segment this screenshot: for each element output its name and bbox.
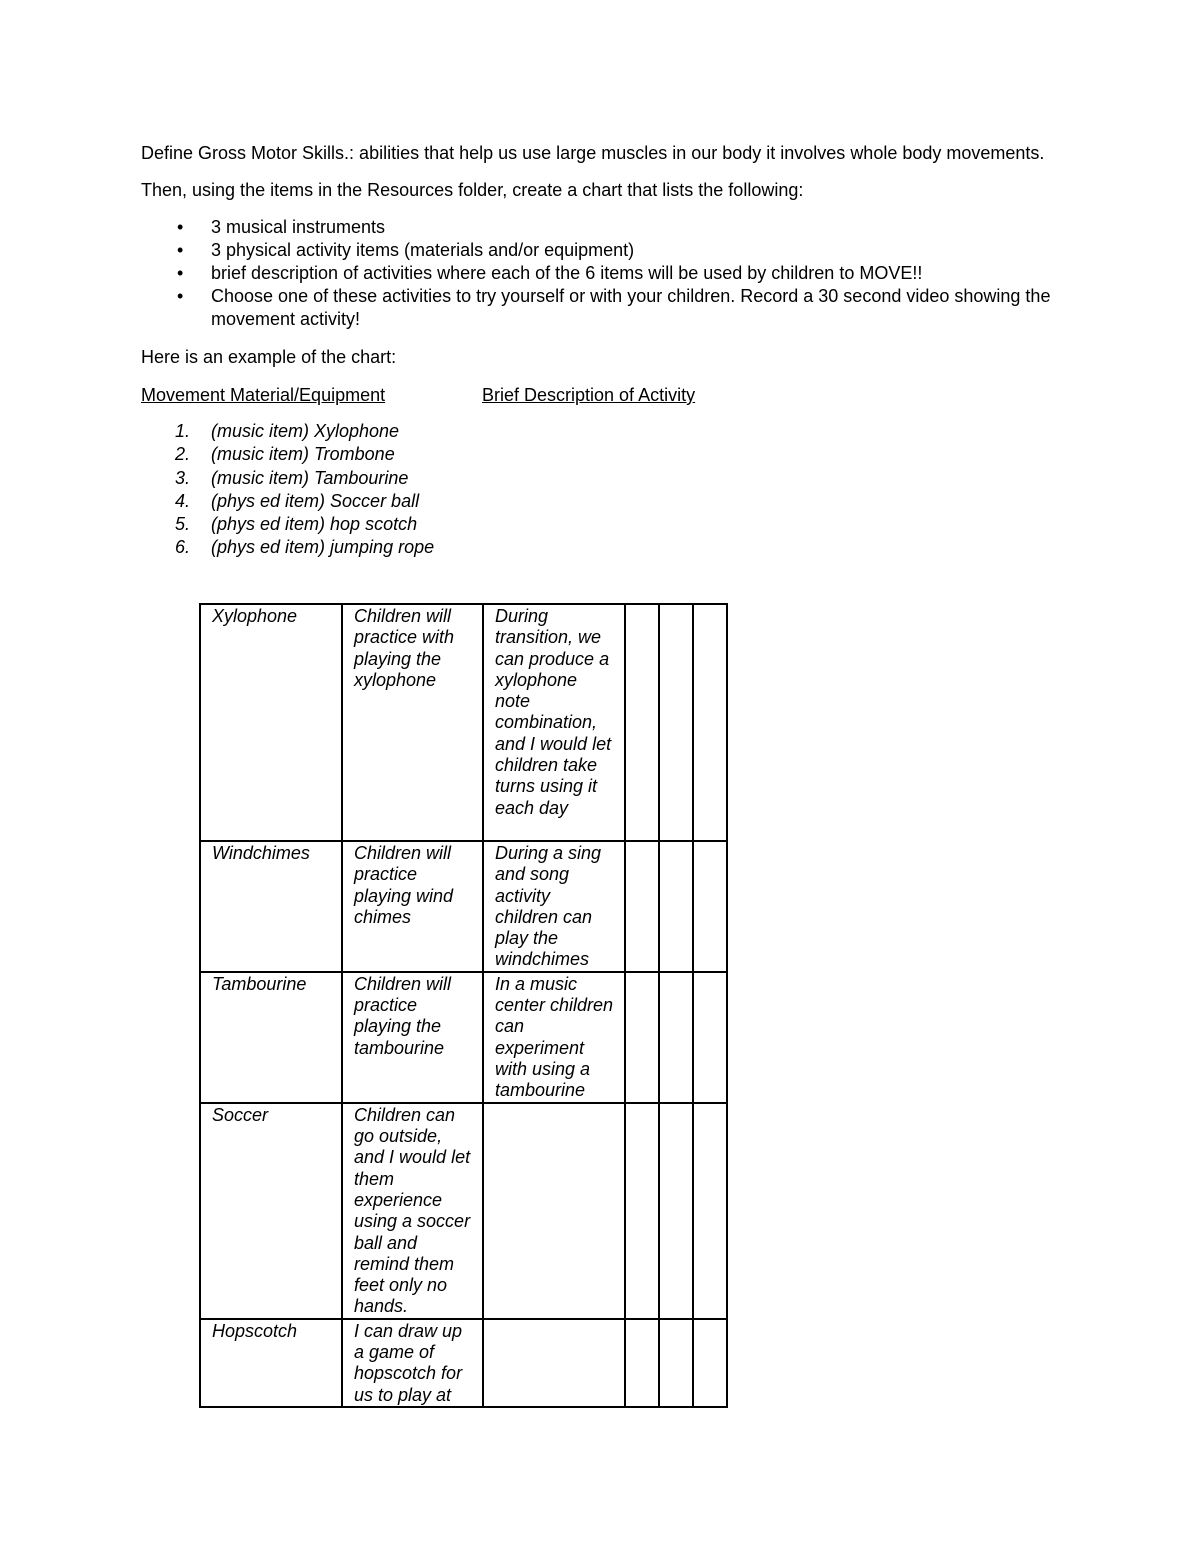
table-row bbox=[200, 841, 727, 972]
table-cell bbox=[483, 1319, 625, 1407]
table-cell bbox=[693, 604, 727, 841]
table-row bbox=[200, 604, 727, 841]
table-cell bbox=[625, 1103, 659, 1319]
list-item: • 3 musical instruments bbox=[177, 217, 386, 237]
table-cell: Children will practice playing wind chimes bbox=[342, 841, 483, 972]
table-cell: Children can go outside, and I would let them experience using a soccer ball and remind them feet only no hands. bbox=[342, 1103, 483, 1319]
requirements-list bbox=[141, 216, 1061, 331]
list-item: 6. (phys ed item) jumping rope bbox=[175, 537, 435, 558]
activity-chart-table bbox=[199, 603, 728, 1408]
header-description: Brief Description of Activity bbox=[482, 385, 696, 405]
list-item: 2. (music item) Trombone bbox=[175, 444, 395, 465]
table-cell: Hopscotch bbox=[200, 1319, 342, 1407]
table-cell: I can draw up a game of hopscotch for us to play at bbox=[342, 1319, 483, 1407]
table-cell bbox=[659, 604, 693, 841]
list-item: 5. (phys ed item) hop scotch bbox=[175, 514, 418, 535]
table-cell bbox=[625, 841, 659, 972]
table-row bbox=[200, 1103, 727, 1319]
list-item: 1. (music item) Xylophone bbox=[175, 421, 400, 441]
table-cell: During a sing and song activity children can play the windchimes bbox=[483, 841, 625, 972]
table-cell bbox=[659, 1103, 693, 1319]
bullet-icon: • bbox=[177, 263, 184, 283]
table-cell: Windchimes bbox=[200, 841, 342, 972]
table-cell bbox=[625, 604, 659, 841]
definition-paragraph: Define Gross Motor Skills.: abilities that help us use large muscles in our body it involves whole body movements. bbox=[141, 143, 1045, 163]
example-items-list bbox=[141, 420, 1061, 560]
table-cell bbox=[693, 1319, 727, 1407]
example-intro: Here is an example of the chart: bbox=[141, 347, 397, 367]
table-cell bbox=[659, 1319, 693, 1407]
bullet-icon: • bbox=[177, 286, 184, 306]
list-item: 3. (music item) Tambourine bbox=[175, 467, 409, 488]
list-item: 4. (phys ed item) Soccer ball bbox=[175, 490, 420, 511]
instructions-paragraph: Then, using the items in the Resources folder, create a chart that lists the following: bbox=[141, 180, 804, 200]
table-cell: Children will practice playing the tambourine bbox=[342, 972, 483, 1103]
table-cell bbox=[693, 1103, 727, 1319]
table-cell bbox=[693, 972, 727, 1103]
table-cell: In a music center children can experiment with using a tambourine bbox=[483, 972, 625, 1103]
table-cell: Tambourine bbox=[200, 972, 342, 1103]
list-item: • brief description of activities where each of the 6 items will be used by children to MOVE!! bbox=[177, 263, 923, 283]
table-row bbox=[200, 1319, 727, 1407]
chart-headers bbox=[141, 383, 1061, 407]
list-item: • Choose one of these activities to try yourself or with your children. Record a 30 second video showing the movement activity! bbox=[177, 286, 1051, 329]
header-material: Movement Material/Equipment bbox=[141, 385, 386, 405]
table-cell: During transition, we can produce a xylophone note combination, and I would let children take turns using it each day bbox=[483, 604, 625, 841]
document-page bbox=[141, 141, 1061, 560]
table-cell: Children will practice with playing the xylophone bbox=[342, 604, 483, 841]
bullet-icon: • bbox=[177, 217, 184, 237]
table-cell bbox=[693, 841, 727, 972]
table-cell bbox=[659, 841, 693, 972]
table-cell bbox=[659, 972, 693, 1103]
bullet-icon: • bbox=[177, 240, 184, 260]
list-item: • 3 physical activity items (materials and/or equipment) bbox=[177, 240, 635, 260]
table-cell bbox=[483, 1103, 625, 1319]
table-cell: Xylophone bbox=[200, 604, 342, 841]
table-row bbox=[200, 972, 727, 1103]
table-cell bbox=[625, 972, 659, 1103]
table-cell: Soccer bbox=[200, 1103, 342, 1319]
table-cell bbox=[625, 1319, 659, 1407]
